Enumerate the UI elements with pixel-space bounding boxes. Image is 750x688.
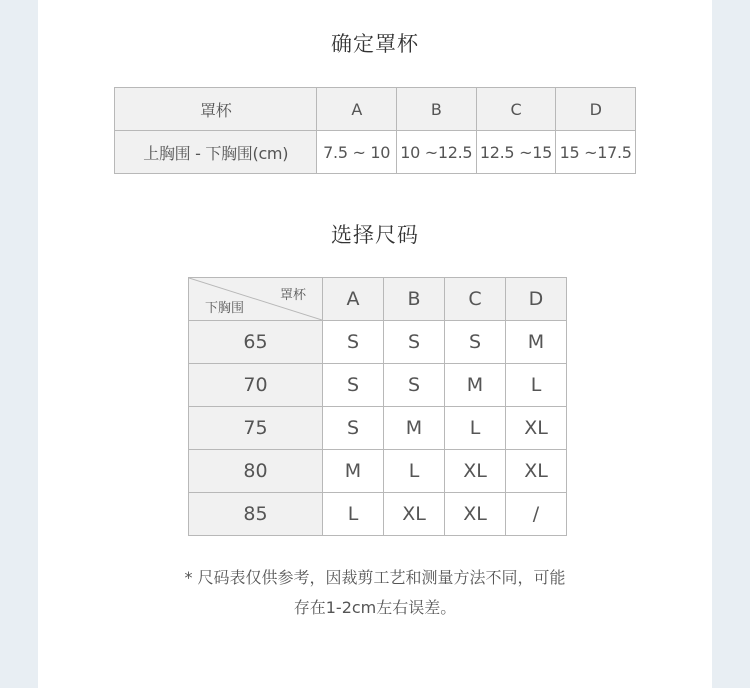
size-cell: L xyxy=(445,407,506,450)
band-80: 80 xyxy=(189,450,323,493)
band-70: 70 xyxy=(189,364,323,407)
size-row-85 xyxy=(189,493,567,536)
size-note-line-2: 存在1-2cm左右误差。 xyxy=(293,598,457,617)
corner-underbust-label: 下胸围 xyxy=(205,301,245,316)
cup-header-a: A xyxy=(317,88,396,131)
size-cell: S xyxy=(323,321,384,364)
size-cell: XL xyxy=(384,493,445,536)
size-cell: M xyxy=(323,450,384,493)
band-65: 65 xyxy=(189,321,323,364)
cup-range-d: 15 ~17.5 xyxy=(556,131,636,174)
size-header-b: B xyxy=(384,278,445,321)
cup-range-a: 7.5 ~ 10 xyxy=(317,131,396,174)
size-cell: L xyxy=(323,493,384,536)
size-cell: S xyxy=(384,364,445,407)
size-cell: XL xyxy=(445,450,506,493)
size-cell: S xyxy=(323,407,384,450)
size-note xyxy=(0,563,750,623)
cup-header-b: B xyxy=(396,88,476,131)
size-cell: S xyxy=(384,321,445,364)
size-row-65 xyxy=(189,321,567,364)
cup-row-label: 上胸围 - 下胸围(cm) xyxy=(115,131,317,174)
size-header-a: A xyxy=(323,278,384,321)
size-cell: / xyxy=(506,493,567,536)
band-85: 85 xyxy=(189,493,323,536)
size-cell: M xyxy=(445,364,506,407)
size-cell: M xyxy=(384,407,445,450)
cup-header-d: D xyxy=(556,88,636,131)
size-row-75 xyxy=(189,407,567,450)
size-row-80 xyxy=(189,450,567,493)
size-note-line-1: * 尺码表仅供参考，因裁剪工艺和测量方法不同，可能 xyxy=(184,568,566,587)
size-cell: XL xyxy=(506,450,567,493)
size-cell: S xyxy=(445,321,506,364)
size-cell: M xyxy=(506,321,567,364)
cup-header-c: C xyxy=(476,88,556,131)
size-table-header-row xyxy=(189,278,567,321)
size-row-70 xyxy=(189,364,567,407)
size-table-corner xyxy=(189,278,323,321)
size-section-title: 选择尺码 xyxy=(331,223,419,247)
size-header-d: D xyxy=(506,278,567,321)
band-75: 75 xyxy=(189,407,323,450)
cup-header-label: 罩杯 xyxy=(115,88,317,131)
cup-table-header-row xyxy=(115,88,636,131)
cup-table-data-row xyxy=(115,131,636,174)
size-cell: XL xyxy=(506,407,567,450)
size-header-c: C xyxy=(445,278,506,321)
corner-cup-label: 罩杯 xyxy=(279,288,306,303)
size-cell: XL xyxy=(445,493,506,536)
cup-range-b: 10 ~12.5 xyxy=(396,131,476,174)
size-cell: L xyxy=(506,364,567,407)
cup-range-c: 12.5 ~15 xyxy=(476,131,556,174)
cup-table xyxy=(114,87,636,174)
size-cell: L xyxy=(384,450,445,493)
size-cell: S xyxy=(323,364,384,407)
cup-section-title: 确定罩杯 xyxy=(331,32,419,56)
size-table xyxy=(188,277,567,536)
